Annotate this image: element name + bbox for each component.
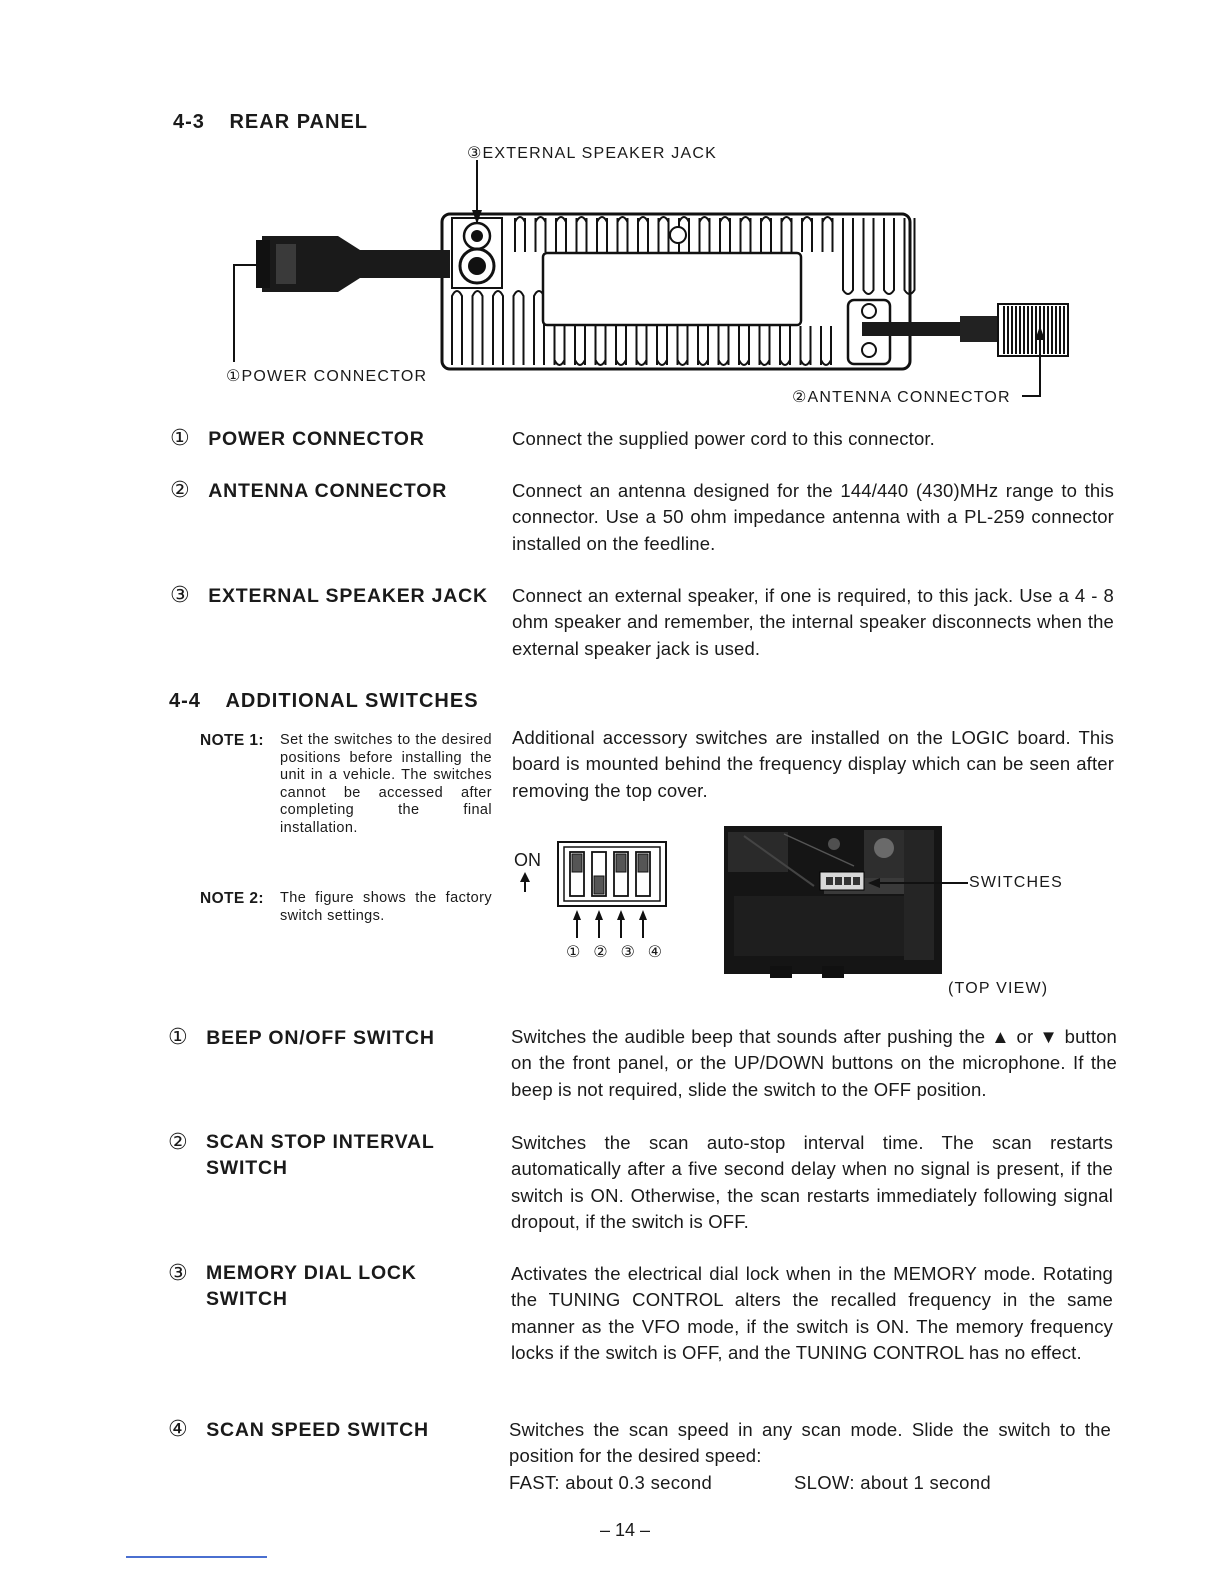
antenna-connector-label: ②ANTENNA CONNECTOR bbox=[792, 389, 1011, 406]
dip-number-4: ④ bbox=[647, 944, 662, 961]
logic-board-photo bbox=[724, 826, 942, 974]
item-title: SCAN STOP INTERVAL SWITCH bbox=[206, 1131, 435, 1179]
power-connector-label: ①POWER CONNECTOR bbox=[226, 368, 428, 385]
switch-item-4-title bbox=[168, 1416, 468, 1443]
dip-arrow-head bbox=[573, 910, 581, 920]
dip-number-1: ① bbox=[566, 944, 581, 961]
dip-slider bbox=[638, 854, 648, 872]
rear-item-3-title bbox=[170, 582, 500, 609]
rear-panel-diagram bbox=[0, 0, 1224, 420]
switch-item-1-title bbox=[168, 1024, 498, 1051]
switches-pointer bbox=[850, 870, 970, 900]
switches-intro: Additional accessory switches are installed on the LOGIC board. This board is mounted behind the frequency display which can be seen after removing the top cover. bbox=[512, 727, 1114, 801]
item-number: ④ bbox=[168, 1416, 188, 1441]
item-number: ② bbox=[168, 1129, 188, 1154]
page-number: – 14 – bbox=[600, 1520, 651, 1540]
note-1 bbox=[200, 732, 492, 838]
rear-item-2-title bbox=[170, 477, 470, 504]
rear-item-2-description: Connect an antenna designed for the 144/440 (430)MHz range to this connector. Use a 50 ohm impedance antenna with a PL-259 connector installed on the feedline. bbox=[512, 480, 1114, 554]
dip-slider bbox=[594, 876, 604, 894]
item-number: ① bbox=[170, 425, 190, 450]
photo-texture bbox=[724, 826, 942, 974]
item-title: ANTENNA CONNECTOR bbox=[208, 480, 448, 502]
section-title: REAR PANEL bbox=[229, 111, 368, 133]
dip-slider bbox=[616, 854, 626, 872]
speed-fast: FAST: about 0.3 second bbox=[509, 1472, 713, 1493]
note-text: Set the switches to the desired positions before installing the unit in a vehicle. The switches cannot be accessed after completing the final installation. bbox=[280, 732, 492, 836]
note-2 bbox=[200, 890, 492, 925]
dip-arrow-head bbox=[639, 910, 647, 920]
switch-item-3-title bbox=[168, 1260, 468, 1312]
item-title: POWER CONNECTOR bbox=[208, 428, 425, 450]
dip-arrow-head bbox=[617, 910, 625, 920]
section-number: 4-3 bbox=[173, 111, 205, 133]
item-title: MEMORY DIAL LOCK SWITCH bbox=[206, 1262, 417, 1310]
section-heading-4-4 bbox=[169, 690, 479, 713]
section-number: 4-4 bbox=[169, 690, 201, 712]
item-number: ③ bbox=[168, 1260, 188, 1285]
note-text: The figure shows the factory switch settings. bbox=[280, 890, 492, 924]
note-label: NOTE 1: bbox=[200, 732, 264, 749]
dip-arrow-head bbox=[595, 910, 603, 920]
photo-feet bbox=[770, 960, 860, 980]
dip-number-2: ② bbox=[593, 944, 608, 961]
note-label: NOTE 2: bbox=[200, 890, 264, 907]
rear-item-1-title bbox=[170, 425, 450, 452]
switches-callout-label: SWITCHES bbox=[969, 874, 1064, 891]
switch-item-4-description: Switches the scan speed in any scan mode. Slide the switch to the position for the desired speed: bbox=[509, 1419, 1111, 1467]
speed-slow: SLOW: about 1 second bbox=[794, 1472, 991, 1493]
footer-rule bbox=[126, 1556, 267, 1558]
item-title: EXTERNAL SPEAKER JACK bbox=[208, 585, 488, 607]
item-title: BEEP ON/OFF SWITCH bbox=[206, 1027, 435, 1049]
switch-item-2-description: Switches the scan auto-stop interval time. The scan restarts automatically after a five second delay when no signal is present, if the switch is ON. Otherwise, the scan restarts immediately following signal dropout, if the switch is OFF. bbox=[511, 1132, 1113, 1232]
dip-slider bbox=[572, 854, 582, 872]
item-number: ③ bbox=[170, 582, 190, 607]
on-label: ON bbox=[514, 850, 541, 870]
rear-panel-drawing bbox=[0, 0, 1224, 420]
switch-item-3-description: Activates the electrical dial lock when in the MEMORY mode. Rotating the TUNING CONTROL alters the recalled frequency in the same manner as the VFO mode, if the switch is ON. The memory frequency locks if the switch is OFF, and the TUNING CONTROL has no effect. bbox=[511, 1263, 1113, 1363]
item-title: SCAN SPEED SWITCH bbox=[206, 1419, 429, 1441]
dip-switch-figure bbox=[510, 838, 690, 968]
rear-item-1-description: Connect the supplied power cord to this connector. bbox=[512, 428, 935, 449]
photo-caption: (TOP VIEW) bbox=[948, 980, 1049, 997]
rear-item-3-description: Connect an external speaker, if one is required, to this jack. Use a 4 - 8 ohm speaker and remember, the internal speaker disconnects when the external speaker jack is used. bbox=[512, 585, 1114, 659]
dip-number-row bbox=[566, 942, 662, 962]
switch-item-2-title bbox=[168, 1129, 468, 1181]
external-speaker-jack-label: ③EXTERNAL SPEAKER JACK bbox=[467, 145, 717, 162]
section-title: ADDITIONAL SWITCHES bbox=[225, 690, 479, 712]
item-number: ① bbox=[168, 1024, 188, 1049]
switch-item-1-description: Switches the audible beep that sounds after pushing the ▲ or ▼ button on the front panel, or the UP/DOWN buttons on the microphone. If the beep is not required, slide the switch to the OFF position. bbox=[511, 1026, 1117, 1100]
dip-number-3: ③ bbox=[620, 944, 635, 961]
item-number: ② bbox=[170, 477, 190, 502]
